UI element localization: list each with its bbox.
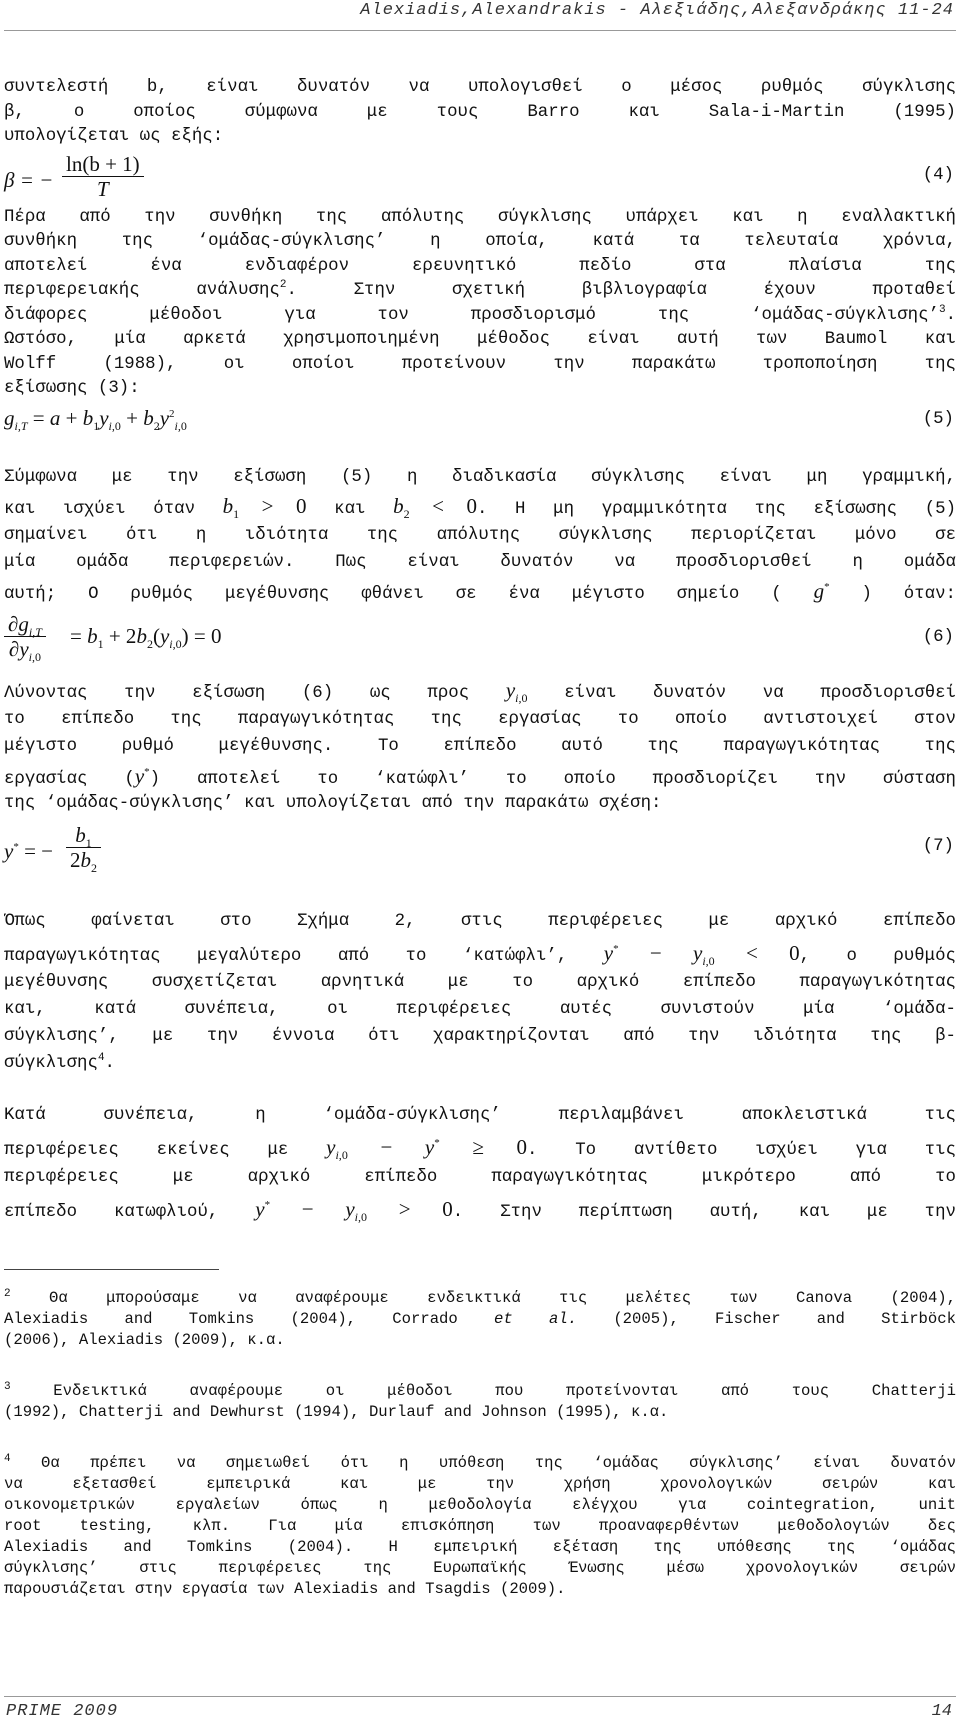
running-header: Alexiadis,Alexandrakis - Αλεξιάδης,Αλεξανδράκης 11-24 xyxy=(360,1,954,20)
text-span: (2005), Fischer and Stirböck xyxy=(613,1309,956,1328)
footnote-line: παρουσιάζεται στην εργασία των Alexiadis and Tsagdis (2009). xyxy=(4,1579,566,1598)
text-span: και ισχύει όταν xyxy=(4,500,195,519)
text-line xyxy=(4,279,956,304)
text-line: Κατά συνέπεια, η ‘ομάδα-σύγκλισης’ περιλαμβάνει αποκλειστικά τις xyxy=(4,1105,956,1125)
text-line: Ωστόσο, μία αρκετά χρησιμοποιημένη μέθοδος είναι αυτή των Baumol και xyxy=(4,330,956,349)
eq5-number: (5) xyxy=(922,409,954,429)
spacer xyxy=(4,1077,956,1101)
footnote-line: root testing, κλπ. Για μία επισκόπηση των προαναφερθέντων μεθοδολογιών δες xyxy=(4,1516,956,1535)
text-span: , ο ρυθμός xyxy=(799,946,956,966)
inline-math-diff3: $y^* - y_{i,0} > 0$ xyxy=(255,1196,453,1224)
footer-left: PRIME 2009 xyxy=(6,1702,119,1721)
text-line xyxy=(4,1050,956,1077)
eq6-denominator: $\partial y_{i,0}$ xyxy=(8,637,41,665)
text-line: περιφέρειες με αρχικό επίπεδο παραγωγικότητας μικρότερο από το xyxy=(4,1167,956,1187)
spacer xyxy=(4,883,956,907)
footnote-ref-2: 2 xyxy=(279,279,287,292)
footnote-line: (1992), Chatterji and Dewhurst (1994), Durlauf and Johnson (1995), κ.α. xyxy=(4,1402,669,1421)
inline-math-gstar: g* xyxy=(813,579,830,603)
inline-math-diff2: $y_{i,0} - y^* \ge 0$ xyxy=(326,1134,527,1162)
text-span: Λύνοντας την εξίσωση (6) ως προς xyxy=(4,684,470,703)
text-line xyxy=(4,1131,956,1163)
text-line xyxy=(4,674,956,706)
text-line: το επίπεδο της παραγωγικότητας της εργασίας το οποίο αντιστοιχεί στον xyxy=(4,710,956,729)
equation-5 xyxy=(4,402,956,442)
spacer xyxy=(4,1351,956,1381)
italic-span: et al. xyxy=(494,1309,578,1328)
eq4-numerator: ln(b + 1) xyxy=(62,152,144,177)
eq7-fraction xyxy=(66,822,101,875)
inline-math-b1: $b_1 > 0$ xyxy=(222,494,307,522)
eq7-lhs: y* = − xyxy=(4,838,54,863)
text-span: διάφορες μέθοδοι για τον προσδιορισμό της ‘ομάδας-σύγκλισης’ xyxy=(4,305,939,325)
text-span: ) αποτελεί το ‘κατώφλι’ το οποίο προσδιορίζει την σύσταση xyxy=(149,770,956,789)
text-line: Wolff (1988), οι οποίοι προτείνουν την παρακάτω τροποποίηση της xyxy=(4,354,956,374)
text-line: συνθήκη της ‘ομάδας-σύγκλισης’ η οποία, κατά τα τελευταία χρόνια, xyxy=(4,232,956,251)
footnote-line: οικονομετρικών εργαλείων όπως η μεθοδολογία ελέγχου για cointegration, unit xyxy=(4,1495,956,1514)
text-span: . Το αντίθετο ισχύει για τις xyxy=(526,1140,956,1160)
eq7-denominator: $2b_2$ xyxy=(70,847,97,875)
text-span: είναι δυνατόν να προσδιορισθεί xyxy=(564,684,956,703)
text-line xyxy=(4,576,956,606)
text-span: . Στην περίπτωση αυτή, και με την xyxy=(452,1202,956,1222)
text-line xyxy=(4,304,956,329)
footnote-mark: 2 xyxy=(4,1287,11,1300)
footnote-mark: 4 xyxy=(4,1452,11,1465)
text-line: συντελεστή b, είναι δυνατόν να υπολογισθεί ο μέσος ρυθμός σύγκλισης xyxy=(4,78,956,97)
eq6-number: (6) xyxy=(922,628,954,647)
text-line: μεγέθυνσης συσχετίζεται αρνητικά με το αρχικό επίπεδο παραγωγικότητας xyxy=(4,972,956,992)
text-line xyxy=(4,937,956,969)
text-line xyxy=(4,1193,956,1225)
text-line xyxy=(4,760,956,792)
text-line: β, ο οποίος σύμφωνα με τους Barro και Sala-i-Martin (1995) xyxy=(4,102,956,122)
equation-6 xyxy=(4,612,956,674)
text-line xyxy=(4,490,956,522)
text-span: . xyxy=(945,305,956,325)
footnote-line xyxy=(4,1453,956,1474)
page-body xyxy=(4,76,956,1600)
inline-math-y: $y_{i,0}$ xyxy=(505,678,528,706)
text-span: ) όταν: xyxy=(861,585,956,604)
header-rule xyxy=(4,30,956,31)
equation-7 xyxy=(4,821,956,883)
footnote-3 xyxy=(4,1381,956,1423)
footnote-line: Alexiadis and Tomkins (2004). Η εμπειρική εξέταση της υπόθεσης της ‘ομάδας xyxy=(4,1537,956,1556)
eq6-rhs: = $b_1 + 2b_2(y_{i,0}) = 0$ xyxy=(70,624,222,652)
page-number: 14 xyxy=(931,1702,952,1721)
eq6-numerator: $\partial g_{i,T}$ xyxy=(4,612,46,637)
footnote-2 xyxy=(4,1288,956,1351)
text-span: Θα πρέπει να σημειωθεί ότι η υπόθεση της ‘ομάδας σύγκλισης’ είναι δυνατόν xyxy=(41,1453,956,1472)
text-span: αυτή; Ο ρυθμός μεγέθυνσης φθάνει σε ένα μέγιστο σημείο ( xyxy=(4,585,782,604)
text-span: και xyxy=(334,500,366,519)
inline-math-b2: $b_2 < 0$ xyxy=(393,494,477,522)
text-span: Alexiadis and Tomkins (2004), Corrado xyxy=(4,1309,458,1328)
footer-rule xyxy=(4,1696,956,1697)
text-line: Όπως φαίνεται στο Σχήμα 2, στις περιφέρειες με αρχικό επίπεδο xyxy=(4,911,956,931)
footnote-line xyxy=(4,1309,956,1330)
spacer xyxy=(4,442,956,466)
text-line: μία ομάδα περιφερειών. Πως είναι δυνατόν να προσδιορισθεί η ομάδα xyxy=(4,553,956,572)
text-line: σημαίνει ότι η ιδιότητα της απόλυτης σύγκλισης περιορίζεται μόνο σε xyxy=(4,526,956,545)
footnote-line: (2006), Alexiadis (2009), κ.α. xyxy=(4,1330,285,1349)
text-span: περιφερειακής ανάλυσης xyxy=(4,281,280,300)
footnote-mark: 3 xyxy=(4,1380,11,1393)
spacer xyxy=(4,1423,956,1453)
footnote-line xyxy=(4,1381,956,1402)
text-span: Θα μπορούσαμε να αναφέρουμε ενδεικτικά τις μελέτες των Canova (2004), xyxy=(49,1288,956,1307)
text-line: σύγκλισης’, με την έννοια ότι χαρακτηρίζονται από την ιδιότητα της β- xyxy=(4,1026,956,1046)
eq6-fraction xyxy=(4,612,46,665)
text-span: Ενδεικτικά αναφέρουμε οι μέθοδοι που προτείνονται από τους Chatterji xyxy=(53,1381,956,1400)
text-line: υπολογίζεται ως εξής: xyxy=(4,127,224,146)
footnote-line: σύγκλισης’ στις περιφέρειες της Ευρωπαϊκής Ένωσης μέσω χρονολογικών σειρών xyxy=(4,1558,956,1577)
text-line: Πέρα από την συνθήκη της απόλυτης σύγκλισης υπάρχει και η εναλλακτική xyxy=(4,207,956,227)
text-span: . Η μη γραμμικότητα της εξίσωσης (5) xyxy=(476,500,956,519)
footnote-ref-4: 4 xyxy=(97,1051,105,1064)
text-line: εξίσωσης (3): xyxy=(4,379,140,398)
footnote-line xyxy=(4,1288,956,1309)
text-line: μέγιστο ρυθμό μεγέθυνσης. Το επίπεδο αυτό της παραγωγικότητας της xyxy=(4,737,956,756)
text-span: εργασίας ( xyxy=(4,770,135,789)
equation-4 xyxy=(4,150,956,206)
text-span: . Στην σχετική βιβλιογραφία έχουν προταθεί xyxy=(286,281,956,300)
eq4-fraction xyxy=(62,152,144,201)
text-line: Σύμφωνα με την εξίσωση (5) η διαδικασία σύγκλισης είναι μη γραμμική, xyxy=(4,467,956,487)
eq4-denominator: T xyxy=(96,176,109,201)
text-span: περιφέρειες εκείνες με xyxy=(4,1140,289,1160)
footnote-4 xyxy=(4,1453,956,1600)
footnote-ref-3: 3 xyxy=(938,303,946,316)
eq7-number: (7) xyxy=(922,836,954,856)
footnote-line: να εξετασθεί εμπειρικά και με την χρήση χρονολογικών σειρών και xyxy=(4,1474,956,1493)
eq4-lhs: β = − xyxy=(4,167,54,192)
eq4-number: (4) xyxy=(922,165,954,185)
text-span: παραγωγικότητας μεγαλύτερο από το ‘κατώφλι’, xyxy=(4,946,568,966)
footnote-rule xyxy=(4,1269,219,1270)
text-span: επίπεδο κατωφλιού, xyxy=(4,1202,219,1222)
inline-math-ystar: y* xyxy=(134,764,150,788)
text-span: . xyxy=(104,1053,115,1073)
inline-math-diff1: $y^* - y_{i,0} < 0$ xyxy=(603,940,800,968)
eq7-numerator: $b_1$ xyxy=(66,823,101,848)
eq5-formula: $g_{i,T} = a + b_1y_{i,0} + b_2y^2_{i,0}$ xyxy=(4,405,187,433)
text-line: αποτελεί ένα ενδιαφέρον ερευνητικό πεδίο στα πλαίσια της xyxy=(4,256,956,276)
text-line: και, κατά συνέπεια, οι περιφέρειες αυτές συνιστούν μία ‘ομάδα- xyxy=(4,999,956,1019)
text-span: σύγκλισης xyxy=(4,1053,98,1073)
text-line: της ‘ομάδας-σύγκλισης’ και υπολογίζεται από την παρακάτω σχέση: xyxy=(4,794,662,813)
